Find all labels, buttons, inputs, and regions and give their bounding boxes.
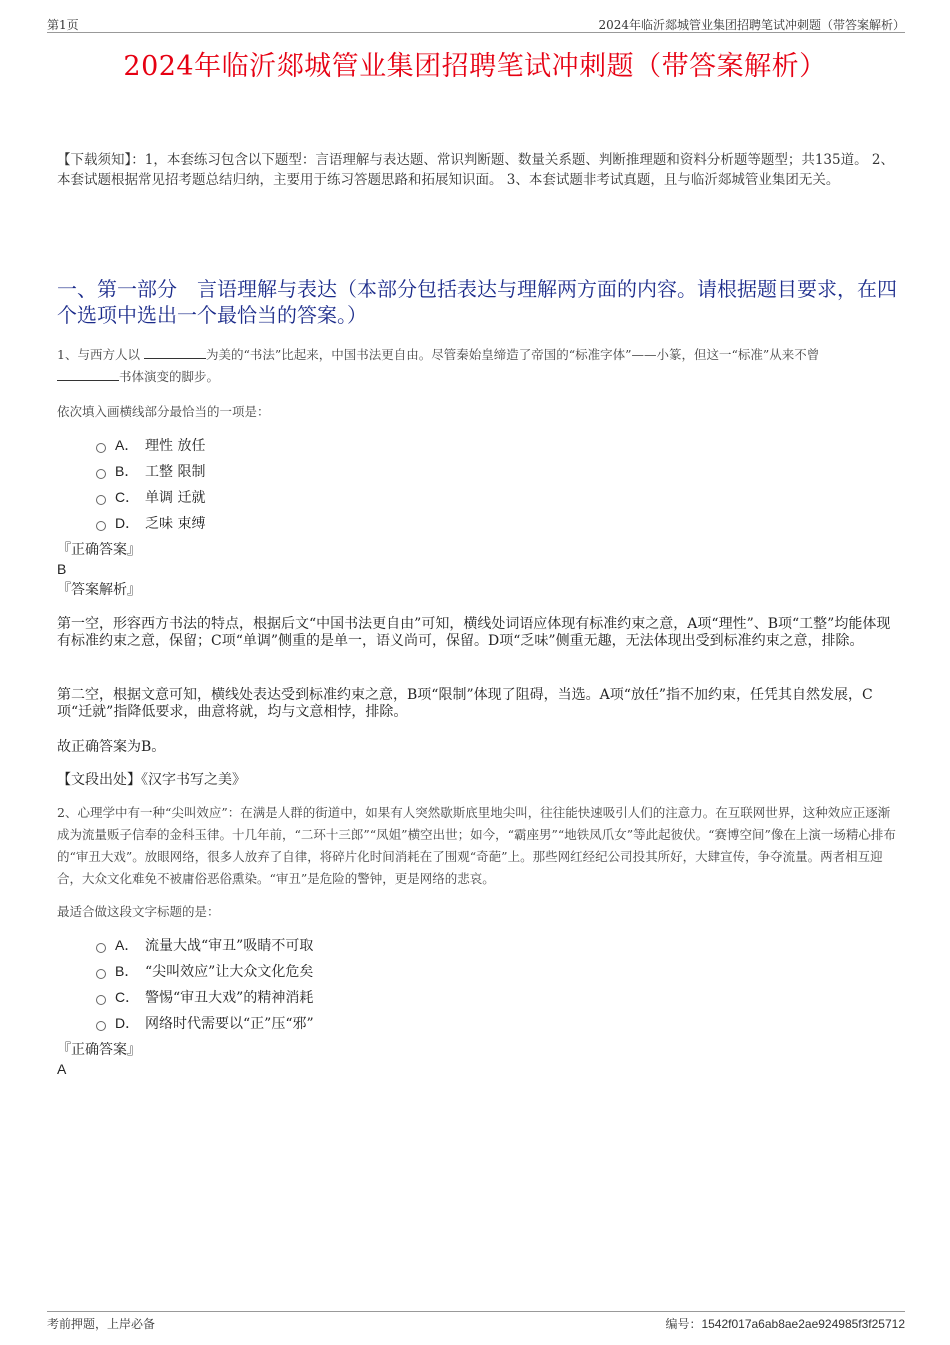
option-d[interactable] <box>96 510 205 536</box>
radio-icon[interactable] <box>96 495 106 505</box>
option-text: 工整 限制 <box>145 464 206 480</box>
header-doc-title: 2024年临沂郯城管业集团招聘笔试冲刺题（带答案解析） <box>598 18 905 32</box>
document-code <box>665 1315 905 1332</box>
analysis-conclusion: 故正确答案为B。 <box>57 739 166 755</box>
correct-answer: B <box>57 561 67 577</box>
question-1-prompt: 依次填入画横线部分最恰当的一项是： <box>57 404 270 419</box>
footer-slogan: 考前押题，上岸必备 <box>47 1317 156 1331</box>
option-a[interactable] <box>96 432 205 458</box>
radio-icon[interactable] <box>96 969 106 979</box>
question-2-options <box>96 932 314 1036</box>
analysis-label: 『答案解析』 <box>57 582 141 598</box>
option-letter: C． <box>115 489 140 505</box>
q1-text-part-c: 书体演变的脚步。 <box>119 369 220 384</box>
section-heading: 一、第一部分 言语理解与表达（本部分包括表达与理解两方面的内容。请根据题目要求，在四个选项中选出一个最恰当的答案。） <box>57 277 897 327</box>
option-letter: A． <box>115 937 139 953</box>
correct-answer-label: 『正确答案』 <box>57 1042 141 1058</box>
option-text: 流量大战“审丑”吸睛不可取 <box>145 938 314 954</box>
option-a[interactable] <box>96 932 314 958</box>
question-1-options <box>96 432 205 536</box>
option-text: 乏味 束缚 <box>145 516 206 532</box>
question-2-prompt: 最适合做这段文字标题的是： <box>57 904 220 919</box>
code-value: 1542f017a6ab8ae2ae924985f3f25712 <box>701 1317 905 1331</box>
option-letter: D． <box>115 515 140 531</box>
radio-icon[interactable] <box>96 995 106 1005</box>
radio-icon[interactable] <box>96 1021 106 1031</box>
option-text: 理性 放任 <box>145 438 206 454</box>
option-text: “尖叫效应”让大众文化危矣 <box>145 964 314 980</box>
option-c[interactable] <box>96 484 205 510</box>
option-letter: C． <box>115 989 140 1005</box>
correct-answer: A <box>57 1061 67 1077</box>
option-letter: B． <box>115 463 139 479</box>
option-text: 单调 迁就 <box>145 490 206 506</box>
question-1-text <box>57 344 902 388</box>
q1-text-part-a: 1、与西方人以 <box>57 347 140 362</box>
code-label: 编号： <box>665 1317 702 1331</box>
option-b[interactable] <box>96 458 205 484</box>
option-c[interactable] <box>96 984 314 1010</box>
document-title: 2024年临沂郯城管业集团招聘笔试冲刺题（带答案解析） <box>123 51 827 82</box>
q1-text-part-b: 为美的“书法”比起来，中国书法更自由。尽管秦始皇缔造了帝国的“标准字体”——小篆，但这一“标准”从来不曾 <box>205 347 820 362</box>
analysis-paragraph-2: 第二空，根据文意可知，横线处表达受到标准约束之意，B项“限制”体现了阻碍，当选。A项“放任”指不加约束，任凭其自然发展，C项“迁就”指降低要求，曲意将就，均与文意相悖，排除。 <box>57 687 873 720</box>
answer-blank <box>57 367 119 381</box>
source-note: 【文段出处】《汉字书写之美》 <box>57 772 246 788</box>
option-letter: B． <box>115 963 139 979</box>
radio-icon[interactable] <box>96 469 106 479</box>
option-text: 警惕“审丑大戏”的精神消耗 <box>145 990 314 1006</box>
radio-icon[interactable] <box>96 521 106 531</box>
answer-blank <box>144 345 206 359</box>
page-number: 第1页 <box>47 18 79 32</box>
page-footer <box>47 1311 905 1332</box>
option-letter: A． <box>115 437 139 453</box>
option-d[interactable] <box>96 1010 314 1036</box>
radio-icon[interactable] <box>96 443 106 453</box>
download-notice: 【下载须知】：1，本套练习包含以下题型：言语理解与表达题、常识判断题、数量关系题、判断推理题和资料分析题等题型；共135道。 2、本套试题根据常见招考题总结归纳，主要用于练习答题思路和拓展知识面。 3、本套试题非考试真题，且与临沂郯城管业集团无关。 <box>57 152 894 188</box>
option-letter: D． <box>115 1015 140 1031</box>
question-2-text: 2、心理学中有一种“尖叫效应”：在满是人群的街道中，如果有人突然歇斯底里地尖叫，往往能快速吸引人们的注意力。在互联网世界，这种效应正逐渐成为流量贩子信奉的金科玉律。十几年前，“二环十三郎”“凤姐”横空出世；如今，“霸座男”“地铁凤爪女”等此起彼伏。“赛博空间”像在上演一场精心排布的“审丑大戏”。放眼网络，很多人放弃了自律，将碎片化时间消耗在了围观“奇葩”上。那些网红经纪公司投其所好，大肆宣传，争夺流量。两者相互迎合，大众文化难免不被庸俗恶俗熏染。“审丑”是危险的警钟，更是网络的悲哀。 <box>57 805 896 886</box>
correct-answer-label: 『正确答案』 <box>57 542 141 558</box>
option-b[interactable] <box>96 958 314 984</box>
radio-icon[interactable] <box>96 943 106 953</box>
option-text: 网络时代需要以“正”压“邪” <box>145 1016 314 1032</box>
page-header <box>47 14 905 33</box>
analysis-paragraph-1: 第一空，形容西方书法的特点，根据后文“中国书法更自由”可知，横线处词语应体现有标准约束之意，A项“理性”、B项“工整”均能体现有标准约束之意，保留；C项“单调”侧重的是单一，语义尚可，保留。D项“乏味”侧重无趣，无法体现出受到标准约束之意，排除。 <box>57 616 891 649</box>
